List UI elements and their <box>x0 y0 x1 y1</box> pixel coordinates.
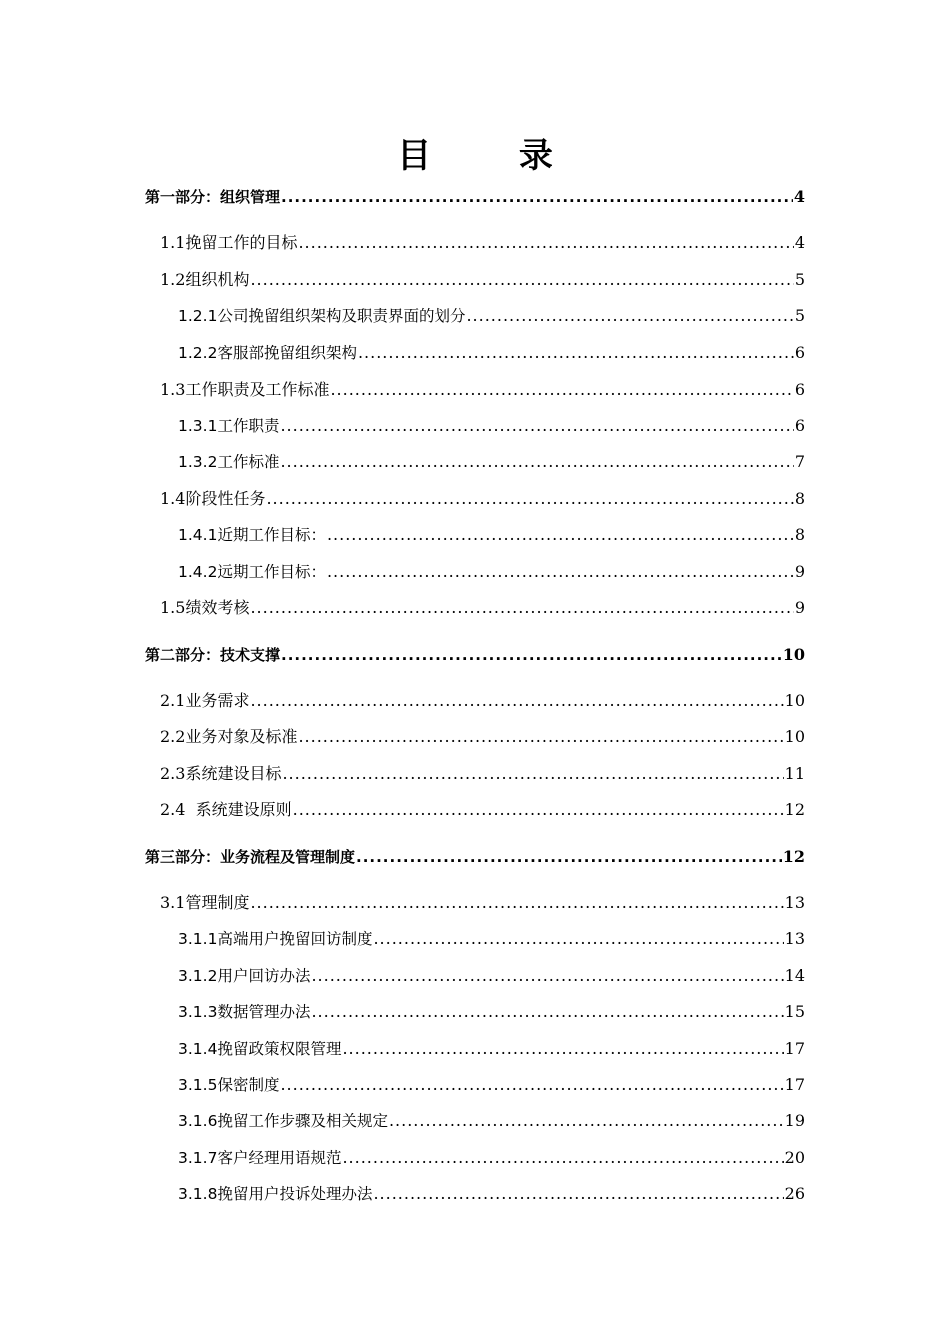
toc-leader <box>327 560 794 584</box>
toc-leader <box>266 487 793 511</box>
toc-entry-label: 3.1.1高端用户挽留回访制度 <box>178 930 373 948</box>
toc-leader <box>311 1000 783 1024</box>
toc-entry-page: 7 <box>794 452 805 471</box>
toc-entry[interactable] <box>160 762 805 786</box>
toc-entry[interactable] <box>160 268 805 292</box>
toc-entry[interactable] <box>160 798 805 822</box>
toc-leader <box>358 341 794 365</box>
toc-leader <box>373 927 783 951</box>
toc-entry-label: 3.1.8挽留用户投诉处理办法 <box>178 1185 373 1203</box>
toc-entry-page: 17 <box>784 1039 805 1058</box>
toc-entry-label: 2.1业务需求 <box>160 691 250 710</box>
toc-entry[interactable] <box>160 596 805 620</box>
toc-entry-label: 第一部分：组织管理 <box>145 188 281 206</box>
toc-entry-page: 26 <box>784 1184 805 1203</box>
toc-entry[interactable] <box>145 643 805 667</box>
toc-leader <box>298 231 793 255</box>
toc-entry-label: 3.1.2用户回访办法 <box>178 967 311 985</box>
toc-entry[interactable] <box>178 523 805 547</box>
toc-entry-page: 4 <box>794 233 805 252</box>
toc-entry-page: 6 <box>794 416 805 435</box>
toc-entry[interactable] <box>178 560 805 584</box>
toc-entry[interactable] <box>160 231 805 255</box>
toc-leader <box>280 450 793 474</box>
toc-leader <box>327 523 794 547</box>
toc-entry-label: 1.3.1工作职责 <box>178 417 280 435</box>
toc-entry-page: 5 <box>794 306 805 325</box>
toc-entry-label: 1.3.2工作标准 <box>178 453 280 471</box>
toc-leader <box>389 1109 784 1133</box>
toc-leader <box>250 596 793 620</box>
toc-entry[interactable] <box>160 378 805 402</box>
toc-entry[interactable] <box>178 450 805 474</box>
toc-leader <box>466 304 793 328</box>
toc-leader <box>356 845 782 869</box>
toc-entry-page: 12 <box>782 847 805 866</box>
toc-entry[interactable] <box>160 891 805 915</box>
toc-entry-page: 15 <box>784 1002 805 1021</box>
toc-entry[interactable] <box>145 185 805 209</box>
toc-entry-label: 1.4阶段性任务 <box>160 489 266 508</box>
toc-entry-page: 10 <box>784 691 805 710</box>
toc-entry[interactable] <box>178 927 805 951</box>
toc-entry-label: 1.4.1近期工作目标： <box>178 526 326 544</box>
toc-entry[interactable] <box>178 414 805 438</box>
toc-entry-label: 2.3系统建设目标 <box>160 764 282 783</box>
toc-entry[interactable] <box>178 1073 805 1097</box>
toc-entry-label: 第二部分：技术支撑 <box>145 646 281 664</box>
toc-entry-page: 13 <box>784 929 805 948</box>
toc-leader <box>282 762 783 786</box>
toc-entry-label: 1.4.2远期工作目标： <box>178 563 326 581</box>
toc-entry-page: 10 <box>784 727 805 746</box>
toc-entry-label: 1.2.2客服部挽留组织架构 <box>178 344 357 362</box>
toc-entry-page: 6 <box>794 380 805 399</box>
toc-leader <box>281 643 782 667</box>
toc-entry-page: 20 <box>784 1148 805 1167</box>
toc-leader <box>250 891 783 915</box>
toc-leader <box>330 378 793 402</box>
toc-entry-label: 3.1.7客户经理用语规范 <box>178 1149 342 1167</box>
toc-entry-label: 1.2.1公司挽留组织架构及职责界面的划分 <box>178 307 466 325</box>
toc-leader <box>280 1073 783 1097</box>
toc-entry-page: 5 <box>794 270 805 289</box>
toc-entry-label: 3.1.5保密制度 <box>178 1076 280 1094</box>
toc-entry-page: 10 <box>782 645 805 664</box>
toc-leader <box>280 414 793 438</box>
toc-entry-page: 9 <box>794 598 805 617</box>
toc-entry-label: 2.2业务对象及标准 <box>160 727 298 746</box>
toc-entry-page: 8 <box>794 525 805 544</box>
toc-leader <box>281 185 793 209</box>
toc-entry-page: 9 <box>794 562 805 581</box>
toc-entry[interactable] <box>178 1146 805 1170</box>
toc-entry[interactable] <box>160 689 805 713</box>
toc-entry-label: 第三部分：业务流程及管理制度 <box>145 848 356 866</box>
toc-leader <box>250 268 793 292</box>
toc-entry-label: 3.1.4挽留政策权限管理 <box>178 1040 342 1058</box>
toc-leader <box>342 1146 783 1170</box>
toc-entry[interactable] <box>178 1109 805 1133</box>
toc-entry-label: 1.5绩效考核 <box>160 598 250 617</box>
toc-entry-label: 1.1挽留工作的目标 <box>160 233 298 252</box>
toc-leader <box>250 689 783 713</box>
toc-entry[interactable] <box>178 1000 805 1024</box>
toc-entry-page: 13 <box>784 893 805 912</box>
toc-leader <box>373 1182 783 1206</box>
toc-leader <box>311 964 783 988</box>
toc-entry[interactable] <box>178 304 805 328</box>
toc-entry[interactable] <box>145 845 805 869</box>
toc-entry[interactable] <box>178 1037 805 1061</box>
toc-entry[interactable] <box>178 964 805 988</box>
toc-entry[interactable] <box>160 487 805 511</box>
toc-entry[interactable] <box>178 1182 805 1206</box>
page-title: 目 录 <box>397 136 591 176</box>
toc-entry-page: 4 <box>793 187 805 206</box>
toc-entry-label: 2.4 系统建设原则 <box>160 800 292 819</box>
toc-entry-label: 3.1.6挽留工作步骤及相关规定 <box>178 1112 388 1130</box>
toc-entry-label: 3.1.3数据管理办法 <box>178 1003 311 1021</box>
toc-entry-page: 17 <box>784 1075 805 1094</box>
toc-leader <box>342 1037 783 1061</box>
toc-leader <box>298 725 783 749</box>
toc-entry-page: 19 <box>784 1111 805 1130</box>
toc-entry-page: 12 <box>784 800 805 819</box>
toc-entry-page: 8 <box>794 489 805 508</box>
toc-leader <box>293 798 784 822</box>
toc-entry-page: 6 <box>794 343 805 362</box>
toc-entry[interactable] <box>178 341 805 365</box>
toc-entry-label: 1.3工作职责及工作标准 <box>160 380 330 399</box>
toc-entry-label: 1.2组织机构 <box>160 270 250 289</box>
toc-entry-page: 14 <box>784 966 805 985</box>
toc-entry[interactable] <box>160 725 805 749</box>
toc-entry-page: 11 <box>784 764 805 783</box>
toc-entry-label: 3.1管理制度 <box>160 893 250 912</box>
